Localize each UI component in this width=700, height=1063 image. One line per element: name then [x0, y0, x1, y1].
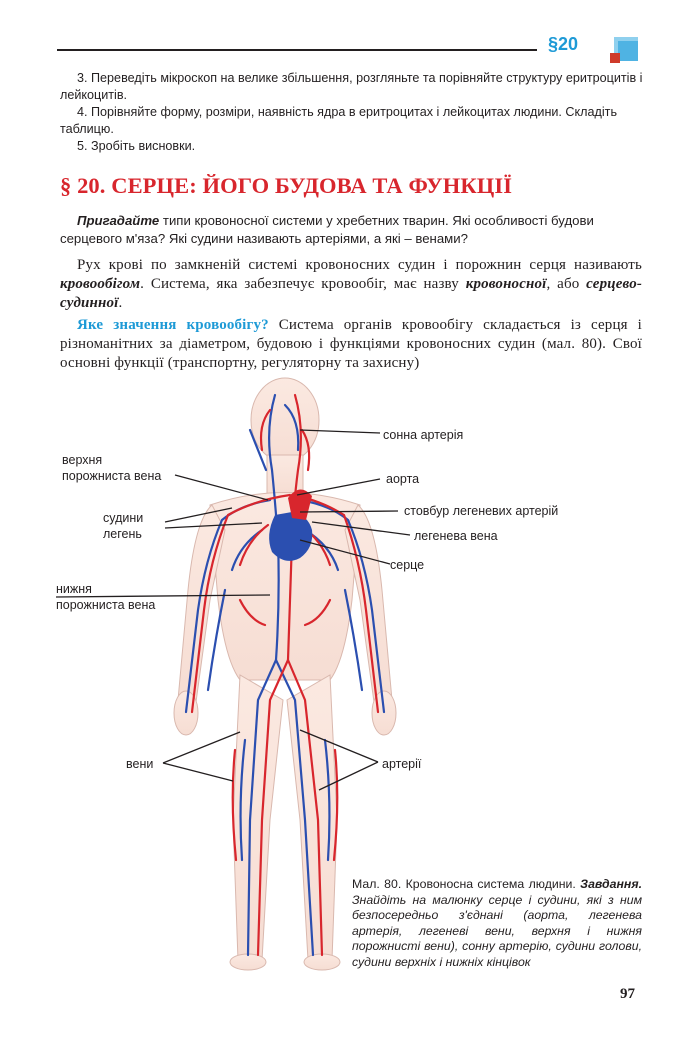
term-circulatory: кровоносної: [465, 276, 547, 292]
label-inferior-vena-cava: нижня порожниста вена: [56, 582, 156, 612]
recall-prompt: [60, 212, 642, 247]
label-carotid-artery: сонна артерія: [383, 428, 464, 442]
instruction-4: 4. Порівняйте форму, розміри, наявність ядра в еритроцитах і лейкоцитах людини. Складіть таблицю.: [60, 105, 618, 136]
chapter-title: § 20. СЕРЦЕ: ЙОГО БУДОВА ТА ФУНКЦІЇ: [60, 173, 513, 198]
recall-lead: Пригадайте: [77, 213, 160, 228]
caption-task-text: Знайдіть на малюнку серце і судини, які з ним безпосередньо з'єднані (аорта, легенева артерія, легеневі вени, верхня і нижня порожнисті вени), сонну артерію, судини голови, судини верхніх і нижніх кінцівок: [352, 892, 642, 969]
paragraph1-text-4: .: [118, 295, 123, 311]
figure-caption: [352, 877, 642, 971]
instruction-3: 3. Переведіть мікроскоп на велике збільшення, розгляньте та порівняйте структуру еритроцитів і лейкоцитів.: [60, 71, 643, 102]
paragraph2-text: Система органів кровообігу складається із серця і різноманітних за діаметром, будовою і функціями кровоносних судин (мал. 80). Свої основні функції (транспортну, регуляторну та захисну): [60, 317, 642, 371]
recall-text: типи кровоносної системи у хребетних тварин. Які особливості будови серцевого м'яза? Які судини називають артеріями, а які – венами?: [60, 213, 594, 246]
section-tag: §20: [548, 34, 579, 54]
paragraph-circulation: [60, 256, 642, 313]
term-circulation: кровообігом: [60, 276, 141, 292]
section-corner-marker: [600, 35, 640, 65]
paragraph1-text-1: Рух крові по замкненій системі кровоносних судин і порожнин серця називають: [77, 257, 642, 273]
label-pulmonary-trunk: стовбур легеневих артерій: [404, 504, 559, 518]
lab-instructions: [60, 70, 645, 155]
label-superior-vena-cava: верхня порожниста вена: [62, 453, 162, 483]
label-arteries: артерії: [382, 757, 422, 771]
label-pulmonary-vein: легенева вена: [414, 529, 498, 543]
paragraph-significance: [60, 316, 642, 373]
paragraph1-text-2: . Система, яка забезпечує кровообіг, має назву: [140, 276, 466, 292]
page-number: 97: [620, 986, 635, 1002]
label-heart: серце: [390, 558, 425, 572]
caption-task-label: Завдання.: [580, 877, 642, 891]
term-cardiovascular: серцево-судинної: [60, 276, 642, 311]
paragraph1-text-3: , або: [546, 276, 587, 292]
instruction-5: 5. Зробіть висновки.: [77, 139, 196, 153]
label-aorta: аорта: [386, 472, 420, 486]
label-lung-vessels: судини легень: [103, 511, 144, 541]
header-rule: [57, 49, 537, 51]
caption-prefix: Мал. 80. Кровоносна система людини.: [352, 877, 581, 891]
question-heading: Яке значення кровообігу?: [77, 317, 269, 333]
label-veins: вени: [126, 757, 154, 771]
